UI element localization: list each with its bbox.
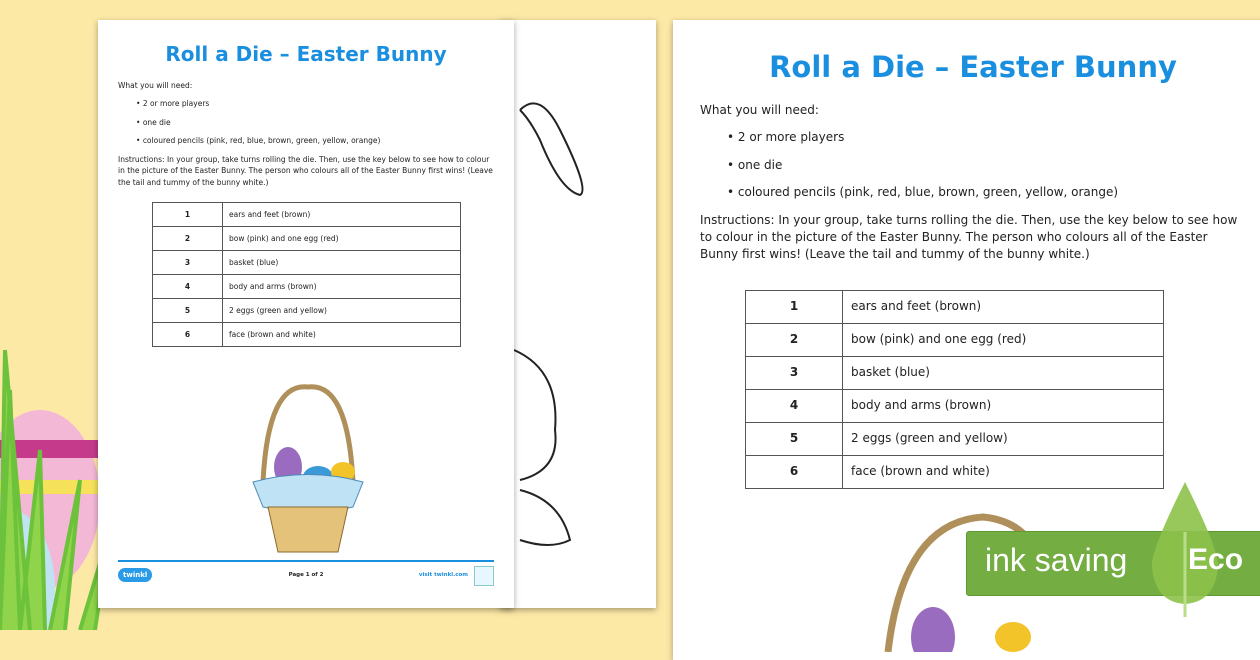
bunny-picture-page (500, 20, 656, 608)
colour-instruction: ears and feet (brown) (843, 290, 1164, 323)
roll-number: 3 (746, 356, 843, 389)
colour-instruction: bow (pink) and one egg (red) (843, 323, 1164, 356)
colour-instruction: face (brown and white) (843, 455, 1164, 488)
worksheet-title: Roll a Die – Easter Bunny (165, 42, 447, 66)
colour-instruction: body and arms (brown) (223, 274, 461, 298)
table-row (153, 274, 461, 298)
need-item: • one die (136, 117, 494, 128)
roll-number: 6 (746, 455, 843, 488)
easter-basket-image (243, 382, 373, 557)
table-row (746, 455, 1164, 488)
table-row (153, 250, 461, 274)
needs-label: What you will need: (700, 103, 819, 117)
roll-number: 6 (153, 322, 223, 346)
colour-instruction: face (brown and white) (223, 322, 461, 346)
colour-instruction: bow (pink) and one egg (red) (223, 226, 461, 250)
bunny-outline-image (500, 20, 656, 608)
table-row (746, 422, 1164, 455)
needs-label: What you will need: (118, 81, 193, 90)
table-row (746, 290, 1164, 323)
table-row (746, 356, 1164, 389)
worksheet-title: Roll a Die – Easter Bunny (769, 50, 1177, 84)
table-row (153, 298, 461, 322)
table-row (746, 389, 1164, 422)
roll-number: 5 (153, 298, 223, 322)
need-item: • coloured pencils (pink, red, blue, brown, green, yellow, orange) (727, 184, 1246, 201)
need-item: • one die (727, 157, 1246, 174)
roll-number: 1 (746, 290, 843, 323)
page-footer (118, 560, 494, 586)
colour-instruction: 2 eggs (green and yellow) (223, 298, 461, 322)
need-item: • 2 or more players (727, 129, 1246, 146)
ink-saving-label: ink saving (985, 542, 1128, 578)
twinkl-logo: twinkl (118, 568, 152, 582)
quality-badge-icon (474, 566, 494, 586)
page-number: Page 1 of 2 (288, 572, 324, 578)
instructions: Instructions: In your group, take turns rolling the die. Then, use the key below to see how to colour in the picture of the Easter Bunny. The person who colours all of the Easter Bunny first wins! (Leave the tail and tummy of the bunny white.) (118, 155, 493, 187)
roll-number: 2 (746, 323, 843, 356)
key-table (152, 202, 461, 347)
eco-label: Eco (1188, 543, 1244, 576)
table-row (746, 323, 1164, 356)
colour-instruction: ears and feet (brown) (223, 202, 461, 226)
colour-instruction: 2 eggs (green and yellow) (843, 422, 1164, 455)
roll-number: 1 (153, 202, 223, 226)
table-row (153, 202, 461, 226)
table-row (153, 226, 461, 250)
worksheet-page-preview (98, 20, 514, 608)
roll-number: 4 (746, 389, 843, 422)
roll-number: 5 (746, 422, 843, 455)
key-table (745, 290, 1164, 489)
need-item: • 2 or more players (136, 98, 494, 109)
roll-number: 2 (153, 226, 223, 250)
need-item: • coloured pencils (pink, red, blue, brown, green, yellow, orange) (136, 135, 494, 146)
roll-number: 4 (153, 274, 223, 298)
colour-instruction: basket (blue) (843, 356, 1164, 389)
visit-link: visit twinkl.com (418, 572, 468, 578)
colour-instruction: basket (blue) (223, 250, 461, 274)
instructions: Instructions: In your group, take turns rolling the die. Then, use the key below to see how to colour in the picture of the Easter Bunny. The person who colours all of the Easter Bunny first wins! (Leave the tail and tummy of the bunny white.) (700, 212, 1238, 262)
roll-number: 3 (153, 250, 223, 274)
table-row (153, 322, 461, 346)
colour-instruction: body and arms (brown) (843, 389, 1164, 422)
